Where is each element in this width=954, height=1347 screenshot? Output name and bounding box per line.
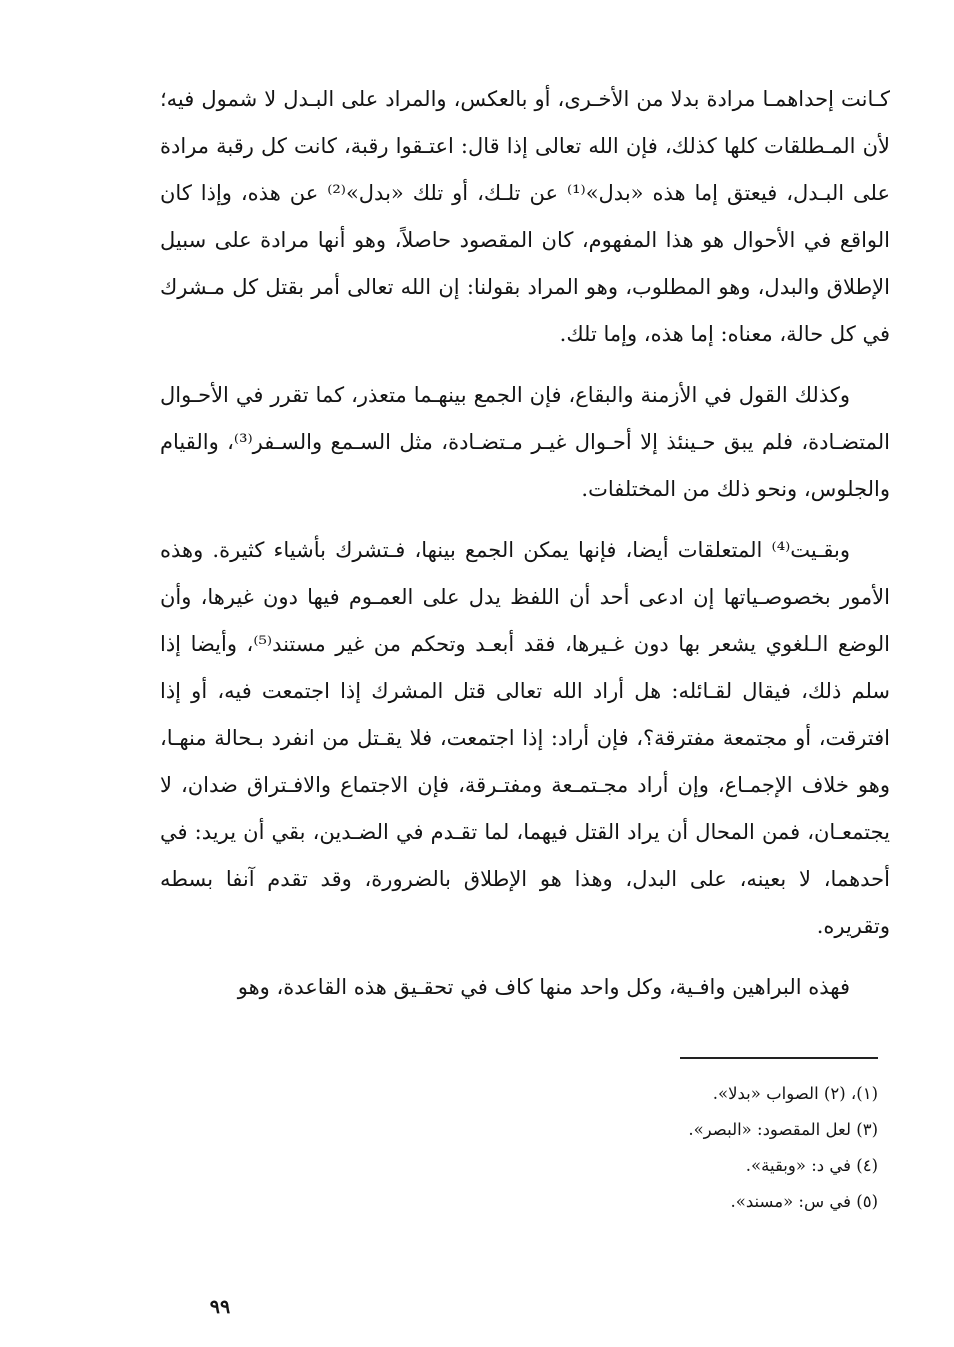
paragraph-1: كـانت إحداهمـا مرادة بدلا من الأخـرى، أو بالعكس، والمراد على البـدل لا شمول فيه؛ لأن المـطلقات كلها كذلك، فإن الله تعالى إذا قال: اعتـقوا رقبة، كانت كل رقبة مرادة على البـدل، فيعتق إما هذه «بدل»⁽¹⁾ عن تلـك، أو تلك «بدل»⁽²⁾ عن هذه، وإذا كان الواقع في الأحوال هو هذا المفهوم، كان المقصود حاصلاً، وهو أنها مرادة على سبيل الإطلاق والبدل، وهو المطلوب، وهو المراد بقولنا: إن الله تعالى أمر بقتل كل مـشرك في كل حالة، معناه: إما هذه، وإما تلك. — [160, 87, 890, 346]
paragraph-2: وكذلك القول في الأزمنة والبقاع، فإن الجمع بينهـما متعذر، كما تقرر في الأحـوال المتضـادة، فلم يبق حـينئذ إلا أحـوال غيـر مـتضـادة، مثل السـمع والسـفر⁽³⁾، والقيام والجلوس، ونحو ذلك من المختلفات. — [160, 383, 890, 501]
footnote-3: (٣) لعل المقصود: «البصر». — [688, 1120, 878, 1139]
footnote-separator — [680, 1057, 878, 1059]
main-text — [160, 76, 890, 1025]
page-number: ٩٩ — [209, 1296, 231, 1318]
paragraph-4: فهذه البراهين وافـية، وكل واحد منها كاف في تحقـيق هذه القاعدة، وهو — [237, 975, 850, 999]
footnotes — [500, 1076, 878, 1220]
footnote-1-2: (١)، (٢) الصواب «بدلا». — [712, 1084, 878, 1103]
footnote-5: (٥) في س: «مسند». — [730, 1192, 878, 1211]
paragraph-3: وبقـيت⁽⁴⁾ المتعلقات أيضا، فإنها يمكن الجمع بينها، فـتشرك بأشياء كثيرة. وهذه الأمور بخصوصـياتها إن ادعى أحد أن اللفظ يدل على العمـوم فيها دون غيرها، وأن الوضع الـلغوي يشعر بها دون غـيرها، فقد أبعـد وتحكم من غير مستند⁽⁵⁾، وأيضا إذا سلم ذلك، فيقال لقـائله: هل أراد الله تعالى قتل المشرك إذا اجتمعت فيه، أو إذا افترقت، أو مجتمعة مفترقة؟، فإن أراد: إذا اجتمعت، فلا يقـتل من انفرد بـحالة منهـا، وهو خلاف الإجمـاع، وإن أراد مجـتمـعة ومفتـرقة، فإن الاجتماع والافـتراق ضدان، لا يجتمعـان، فمن المحال أن يراد القتل فيهما، لما تقـدم في الضـدين، بقي أن يريد: في أحدهما، لا بعينه، على البدل، وهذا هو الإطلاق بالضرورة، وقد تقدم آنفا بسطه وتقريره. — [160, 538, 890, 938]
footnote-4: (٤) في د: «وبقية». — [745, 1156, 878, 1175]
